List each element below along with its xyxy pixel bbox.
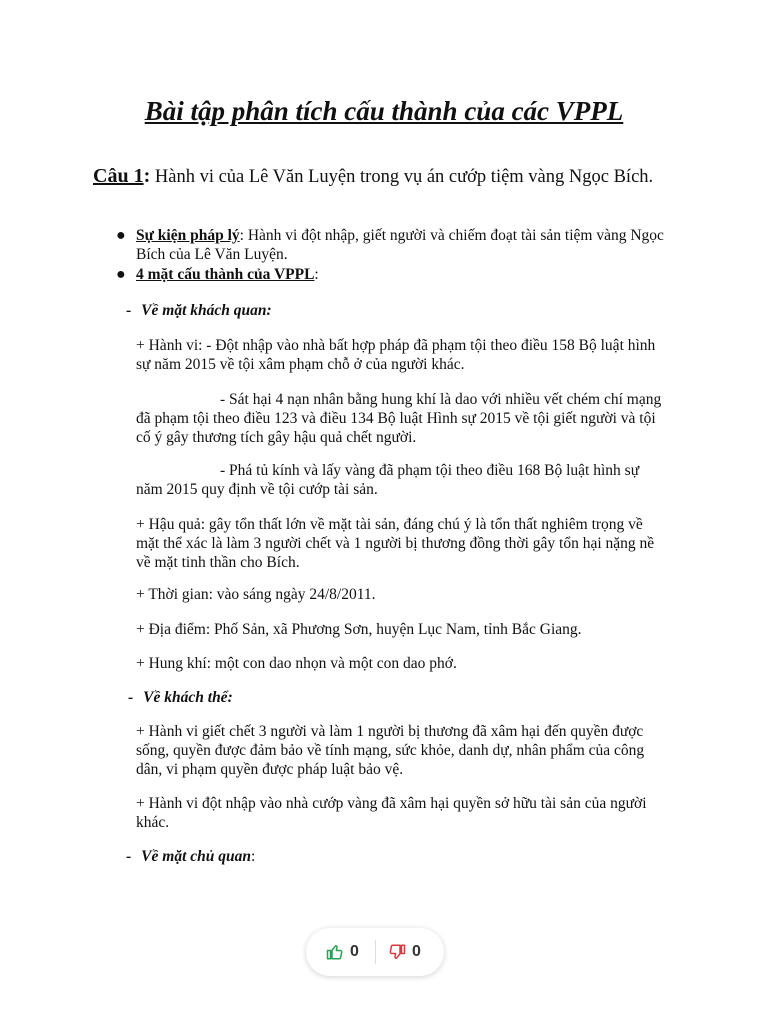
downvote-count: 0 [412,943,421,960]
bullet-item [116,226,676,264]
vote-divider [375,940,376,964]
bullet-label: Sự kiện pháp lý [136,227,240,244]
paragraph-hanh-vi-3: - Phá tủ kính và lấy vàng đã phạm tội theo điều 168 Bộ luật hình sự năm 2015 quy định về tội cướp tài sản. [136,462,640,498]
bullet-item [116,265,676,284]
heading-colon: : [251,848,256,865]
section-heading-chu-quan [126,847,255,866]
question-label: Câu 1 [93,165,144,187]
dash-marker: - [126,848,132,865]
paragraph-dia-diem: + Địa điểm: Phố Sản, xã Phương Sơn, huyện Lục Nam, tỉnh Bắc Giang. [136,621,582,638]
downvote-button[interactable] [388,928,421,976]
bullet-label: 4 mặt cấu thành của VPPL [136,266,315,283]
dash-marker: - [126,302,132,319]
bullet-dot-icon: ● [116,227,126,244]
document-title: Bài tập phân tích cấu thành của các VPPL [144,96,624,126]
paragraph-khach-the-1: + Hành vi giết chết 3 người và làm 1 người bị thương đã xâm hại đến quyền được sống, quyền được đảm bảo về tính mạng, sức khỏe, danh dự, nhân phẩm của công dân, vi phạm quyền được pháp luật bảo vệ. [136,723,645,778]
heading-text: Về khách thể: [143,689,233,706]
question-text: Hành vi của Lê Văn Luyện trong vụ án cướp tiệm vàng Ngọc Bích. [150,167,654,187]
dash-marker: - [128,689,134,706]
heading-text: Về mặt chủ quan [141,848,251,865]
thumbs-down-icon [388,943,406,961]
question-1 [93,164,683,190]
section-heading-khach-quan [126,301,272,320]
paragraph-khach-the-2: + Hành vi đột nhập vào nhà cướp vàng đã xâm hại quyền sở hữu tài sản của người khác. [136,795,647,831]
bullet-text: : Hành vi đột nhập, giết người và chiếm đoạt tài sản tiệm vàng Ngọc Bích của Lê Văn Luyện. [136,227,664,263]
heading-text: Về mặt khách quan: [141,302,272,319]
paragraph-hau-qua: + Hậu quả: gây tổn thất lớn về mặt tài sản, đáng chú ý là tổn thất nghiêm trọng về mặt thể xác là làm 3 người chết và 1 người bị thương đồng thời gây tổn hại nặng nề về mặt tinh thần cho Bích. [136,516,655,571]
bullet-dot-icon: ● [116,266,126,283]
paragraph-hung-khi: + Hung khí: một con dao nhọn và một con dao phớ. [136,655,457,672]
paragraph-thoi-gian: + Thời gian: vào sáng ngày 24/8/2011. [136,586,376,603]
vote-widget [306,928,444,976]
paragraph-hanh-vi-2: - Sát hại 4 nạn nhân bằng hung khí là dao với nhiều vết chém chí mạng đã phạm tội theo điều 123 và điều 134 Bộ luật Hình sự 2015 về tội giết người và tội cố ý gây thương tích gây hậu quả chết người. [136,391,662,446]
question-colon: : [143,165,151,187]
thumbs-up-icon [326,943,344,961]
upvote-count: 0 [350,943,359,960]
upvote-button[interactable] [326,928,359,976]
paragraph-hanh-vi-1: + Hành vi: - Đột nhập vào nhà bất hợp pháp đã phạm tội theo điều 158 Bộ luật hình sự năm 2015 về tội xâm phạm chỗ ở của người khác. [136,337,656,373]
section-heading-khach-the [128,688,233,707]
bullet-text: : [314,266,319,283]
